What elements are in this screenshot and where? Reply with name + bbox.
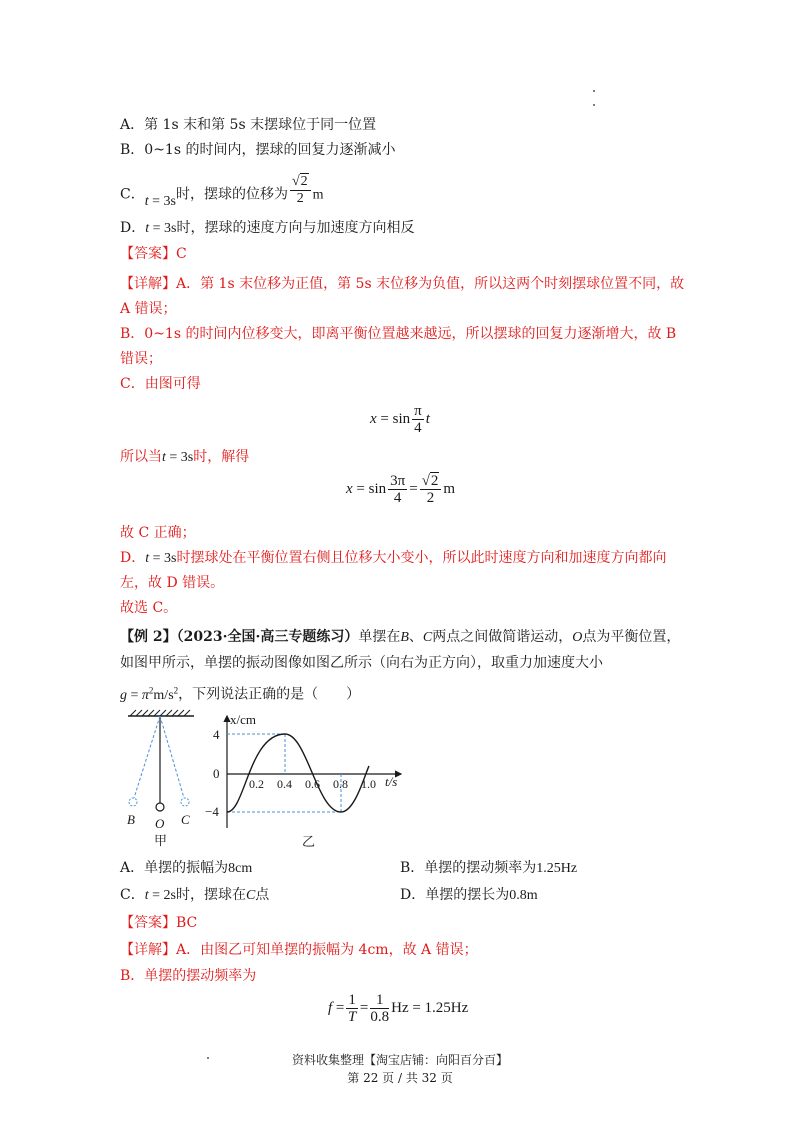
detail-text: 所以当 bbox=[120, 449, 162, 465]
y-axis-label: x/cm bbox=[230, 712, 256, 727]
detail-1-line-6: 所以当t = 3s时，解得 bbox=[120, 449, 250, 465]
option-text: 时，摆球在 bbox=[175, 887, 246, 903]
example-2-line-3: $g = \pi^2m/s^2$，下列说法正确的是（ ） bbox=[120, 685, 361, 703]
option-text: B．单摆的摆动频率为 bbox=[400, 860, 537, 876]
y-tick-neg4: −4 bbox=[205, 804, 219, 819]
answer-label: 【答案】 bbox=[120, 246, 176, 262]
sine-curve bbox=[227, 734, 369, 812]
detail-label: 【详解】 bbox=[120, 276, 176, 292]
label-jia: 甲 bbox=[154, 834, 168, 849]
q2-option-d bbox=[400, 885, 538, 906]
example-2-line-2: 如图甲所示，单摆的振动图像如图乙所示（向右为正方向），取重力加速度大小 bbox=[120, 655, 603, 671]
detail-text: A．由图乙可知单摆的振幅为 4cm，故 A 错误； bbox=[176, 942, 478, 958]
option-c-prefix: C． bbox=[120, 186, 145, 203]
q2-option-c: C．t = 2s时，摆球在C点 bbox=[120, 887, 270, 903]
x-tick-0.8: 0.8 bbox=[333, 777, 348, 791]
x-tick-0.2: 0.2 bbox=[249, 777, 264, 791]
equation-frequency: f = $\frac{1}{T}$ = $\frac{1}{0.8}$ Hz = 1.25Hz bbox=[328, 992, 469, 1025]
speck-1 bbox=[593, 90, 595, 92]
option-c: C．t = 3s时，摆球的位移为 $\frac{√2}{2}$ m bbox=[120, 174, 324, 209]
footer-source: 资料收集整理【淘宝店铺：向阳百分百】 bbox=[291, 1053, 508, 1067]
answer-1 bbox=[120, 244, 187, 264]
detail-1-line-1 bbox=[120, 274, 684, 294]
x-axis-label: t/s bbox=[385, 774, 398, 789]
option-a: A．第 1s 末和第 5s 末摆球位于同一位置 bbox=[120, 117, 377, 133]
pendulum-figure bbox=[118, 706, 208, 856]
example-text: 点为平衡位置， bbox=[582, 629, 681, 645]
detail-text: 时，解得 bbox=[193, 449, 250, 465]
detail-1-line-3: B．0~1s 的时间内位移变大，即离平衡位置越来越远，所以摆球的回复力逐渐增大，故 B bbox=[120, 326, 677, 342]
label-B: B bbox=[127, 812, 135, 827]
option-value: 0.8m bbox=[509, 888, 538, 903]
detail-label: 【详解】 bbox=[120, 942, 176, 958]
option-text: D．单摆的摆长为 bbox=[400, 887, 510, 903]
answer-value: C bbox=[176, 246, 187, 262]
equation-x-sin: x = sin $\frac{\pi}{4}$ t bbox=[370, 403, 430, 436]
option-text: 点 bbox=[255, 887, 270, 903]
example-tag: 【例 2】 bbox=[120, 629, 177, 645]
y-tick-0: 0 bbox=[213, 766, 220, 781]
detail-1-line-7: 故 C 正确； bbox=[120, 525, 196, 541]
x-tick-1.0: 1.0 bbox=[361, 777, 376, 791]
detail-1-line-8: D．t = 3s时摆球处在平衡位置右侧且位移大小变小，所以此时速度方向和加速度方向都向 bbox=[120, 550, 667, 566]
option-d: D．t = 3s时，摆球的速度方向与加速度方向相反 bbox=[120, 220, 415, 236]
example-text: 单摆在 bbox=[358, 629, 401, 645]
detail-1-line-10: 故选 C。 bbox=[120, 600, 178, 616]
detail-text: A．第 1s 末位移为正值，第 5s 末位移为负值，所以这两个时刻摆球位置不同，故 bbox=[176, 276, 685, 292]
vibration-graph bbox=[205, 706, 415, 856]
option-b: B．0~1s 的时间内，摆球的回复力逐渐减小 bbox=[120, 142, 396, 158]
footer-page-number: 第 22 页 / 共 32 页 bbox=[347, 1071, 453, 1085]
option-prefix: C． bbox=[120, 887, 145, 903]
detail-1-line-5: C．由图可得 bbox=[120, 376, 201, 392]
option-value: 1.25Hz bbox=[536, 861, 578, 876]
detail-text: D． bbox=[120, 550, 146, 566]
detail-1-line-9: 左，故 D 错误。 bbox=[120, 575, 225, 591]
y-tick-4: 4 bbox=[213, 727, 220, 742]
option-d-text: 时，摆球的速度方向与加速度方向相反 bbox=[176, 220, 415, 236]
equation-x-3pi: x = sin $\frac{3\pi}{4}$ = $\frac{√2}{2}$ m bbox=[346, 473, 456, 506]
detail-2-line-1 bbox=[120, 940, 478, 960]
example-2-line-1: 【例 2】（2023·全国·高三专题练习）单摆在B、C两点之间做简谐运动，O点为平衡位置， bbox=[120, 629, 681, 645]
label-yi: 乙 bbox=[302, 835, 316, 850]
answer-2 bbox=[120, 913, 197, 933]
detail-1-line-2: A 错误； bbox=[120, 301, 177, 317]
answer-value: BC bbox=[176, 915, 198, 931]
example-source: （2023·全国·高三专题练习） bbox=[176, 629, 359, 645]
detail-1-line-4: 错误； bbox=[120, 351, 162, 367]
q2-option-b bbox=[400, 858, 577, 879]
x-tick-0.6: 0.6 bbox=[305, 777, 320, 791]
label-C: C bbox=[181, 812, 190, 827]
answer-label: 【答案】 bbox=[120, 915, 176, 931]
option-d-prefix: D． bbox=[120, 220, 146, 236]
example-text: ，下列说法正确的是（ ） bbox=[178, 686, 361, 703]
detail-text: 时摆球处在平衡位置右侧且位移大小变小，所以此时速度方向和加速度方向都向 bbox=[176, 550, 667, 566]
detail-2-line-2: B．单摆的摆动频率为 bbox=[120, 968, 257, 984]
option-text: A．单摆的振幅为 bbox=[120, 860, 229, 876]
label-O: O bbox=[155, 816, 165, 831]
example-text: 两点之间做简谐运动， bbox=[432, 629, 573, 645]
option-c-text: 时，摆球的位移为 bbox=[175, 186, 288, 203]
speck-2 bbox=[593, 104, 595, 106]
q2-option-a bbox=[120, 858, 252, 879]
option-value: 8cm bbox=[228, 861, 253, 876]
x-tick-0.4: 0.4 bbox=[277, 777, 292, 791]
option-c-unit: m bbox=[312, 187, 324, 203]
